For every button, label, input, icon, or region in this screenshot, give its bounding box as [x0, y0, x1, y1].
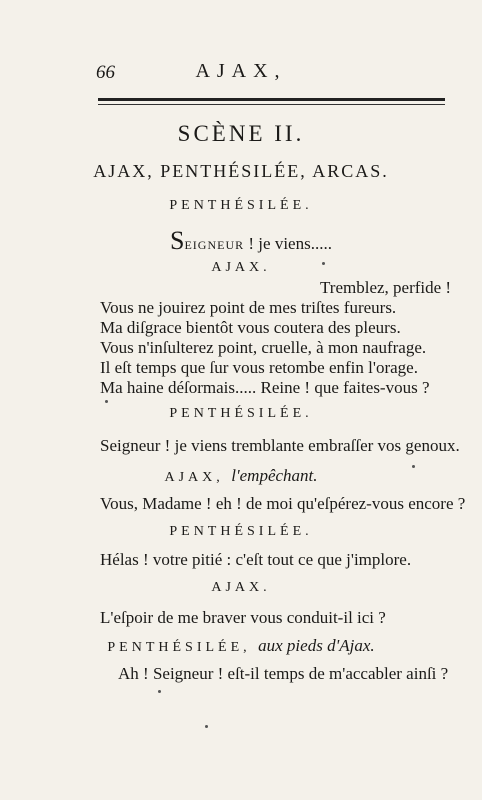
ink-speck	[105, 400, 108, 403]
ink-speck	[322, 262, 325, 265]
verse-line: L'eſpoir de me braver vous conduit-il ici ?	[100, 608, 386, 627]
verse-line: Ah ! Seigneur ! eſt-il temps de m'accabler ainſi ?	[118, 664, 449, 683]
verse-line: Vous n'inſulterez point, cruelle, à mon naufrage.	[100, 338, 427, 357]
header-rule-thick	[98, 98, 445, 101]
ink-speck	[158, 690, 161, 693]
ink-speck	[205, 725, 208, 728]
speaker-penthesilee	[0, 524, 482, 540]
speaker-penthesilee	[0, 198, 482, 214]
speaker-name: AJAX.	[211, 580, 271, 595]
speaker-name: PENTHÉSILÉE.	[169, 198, 313, 213]
verse-line: Ma haine déſormais..... Reine ! que faites-vous ?	[100, 378, 430, 397]
speaker-name: PENTHÉSILÉE.	[169, 524, 313, 539]
ink-speck	[412, 465, 415, 468]
verse-line: Vous, Madame ! eh ! de moi qu'eſpérez-vous encore ?	[100, 494, 466, 513]
scene-title: SCÈNE II.	[177, 121, 305, 146]
drop-initial: S	[170, 226, 185, 255]
verse-line: Hélas ! votre pitié : c'eſt tout ce que j'implore.	[100, 550, 412, 569]
speaker-name: AJAX.	[211, 260, 271, 275]
speaker-name: PENTHÉSILÉE,	[107, 640, 251, 655]
speaker-penthesilee	[0, 406, 482, 422]
line-rest: ! je viens.....	[244, 234, 332, 253]
speaker-penthesilee-direction	[0, 636, 482, 656]
smallcaps-word: EIGNEUR	[184, 238, 245, 252]
verse-line: Il eſt temps que ſur vous retombe enfin l'orage.	[100, 358, 418, 377]
stage-direction: l'empêchant.	[231, 466, 318, 485]
speaker-name: AJAX,	[164, 470, 224, 485]
verse-line: Vous ne jouirez point de mes triſtes fureurs.	[100, 298, 397, 317]
verse-line: Tremblez, perfide !	[320, 278, 452, 297]
page-number: 66	[96, 62, 115, 83]
verse-line: Seigneur ! je viens tremblante embraſſer vos genoux.	[100, 436, 460, 455]
header-rule-thin	[98, 104, 445, 105]
verse-line	[170, 226, 332, 256]
speaker-ajax-direction	[0, 466, 482, 486]
scene-characters: AJAX, PENTHÉSILÉE, ARCAS.	[93, 161, 389, 181]
speaker-name: PENTHÉSILÉE.	[169, 406, 313, 421]
running-title: AJAX,	[195, 60, 287, 82]
speaker-ajax	[0, 260, 482, 276]
speaker-ajax	[0, 580, 482, 596]
verse-line: Ma diſgrace bientôt vous coutera des pleurs.	[100, 318, 401, 337]
stage-direction: aux pieds d'Ajax.	[258, 636, 375, 655]
